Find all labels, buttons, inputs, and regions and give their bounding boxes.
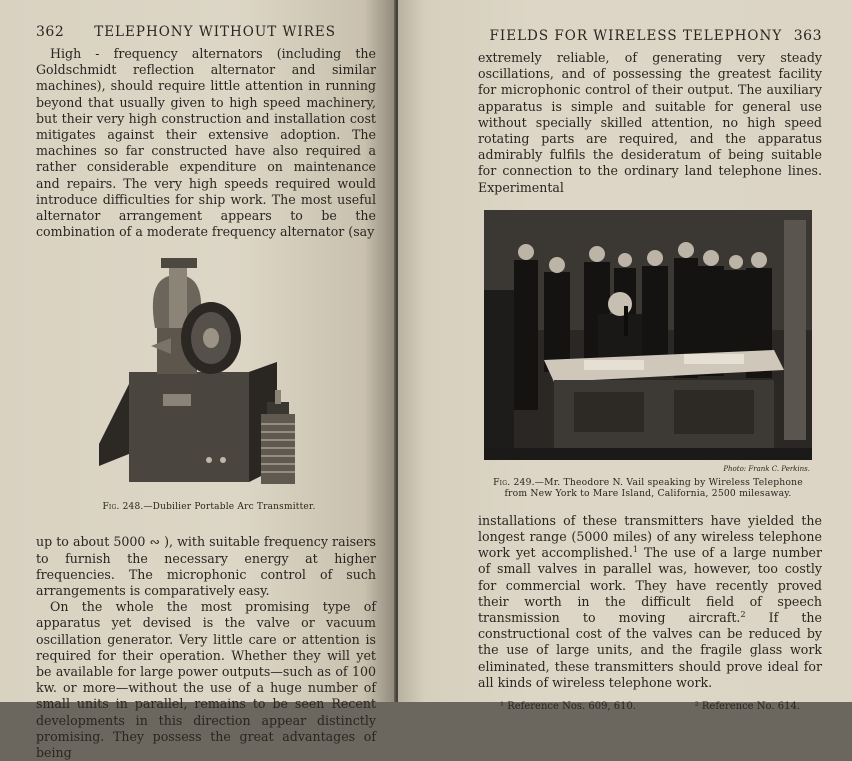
vail-wireless-telephone-photo [484,210,812,460]
footnote-ref-1: 1 [632,545,638,555]
right-running-head [478,28,822,44]
figure-249 [484,210,812,499]
right-page [398,0,852,713]
right-running-title: FIELDS FOR WIRELESS TELEPHONY [489,28,783,44]
left-running-title: TELEPHONY WITHOUT WIRES [94,24,337,40]
right-page-number: 363 [793,28,822,44]
figure-249-caption [484,477,812,499]
footnote-1: ¹ Reference Nos. 609, 610. [500,701,637,713]
figure-248-label: Fig. 248. [102,502,144,513]
footnote-2: ² Reference No. 614. [694,701,800,713]
right-paragraph-2-part-b: The use of a large number of small valves in parallel was, however, too costly for commercial work. They have recently proved their worth in the difficult field of speech transmission to moving aircraft. [478,545,822,626]
figure-248-text: —Dubilier Portable Arc Transmitter. [143,502,316,513]
left-paragraph-3: On the whole the most promising type of apparatus yet devised is the valve or vacuum oscillation generator. Very little care or attention is required for their operation. Whether they will yet be available for large power outputs—such as of 100 kw. or more—without the use of a huge number of small units in parallel, remains to be seen Recent developments in this direction appear distinctly promising. They possess the great advantages of being [36,599,376,761]
left-page-number: 362 [36,24,65,40]
left-running-head [36,24,366,40]
right-paragraph-2 [478,513,822,691]
figure-248 [36,254,382,512]
photo-credit: Photo: Frank C. Perkins. [723,464,810,473]
footnote-ref-2: 2 [740,609,746,619]
figure-249-label: Fig. 249. [493,476,535,488]
arc-transmitter-illustration [99,254,319,494]
right-paragraph-2-part-a: installations of these transmitters have yielded the longest range (5000 miles) of any wireless telephone work yet accomplished. [478,512,822,561]
footnotes [500,701,800,712]
right-paragraph-1: extremely reliable, of generating very steady oscillations, and of possessing the greatest facility for microphonic control of their output. The auxiliary apparatus is simple and suitable for general use without specially skilled attention, no high speed rotating parts are required, and the apparatus admirably fulfils the desideratum of being suitable for connection to the ordinary land telephone lines. Experimental [478,50,822,195]
left-page [0,0,396,761]
left-paragraph-1: High - frequency alternators (including the Goldschmidt reflection alternator and similar machines), should require little attention in running beyond that usually given to high speed machinery, but their very high construction and installation cost mitigates against their extensive adoption. The machines so far constructed have also required a rather considerable expenditure on maintenance and repairs. The very high speeds required would introduce difficulties for ship work. The most useful alternator arrangement appears to be the combination of a moderate frequency alternator (say [36,46,376,240]
left-paragraph-2: up to about 5000 ∾ ), with suitable frequency raisers to furnish the necessary energy at higher frequencies. The microphonic control of such arrangements is comparatively easy. [36,534,376,599]
figure-249-text: —Mr. Theodore N. Vail speaking by Wireless Telephone from New York to Mare Island, California, 2500 milesaway. [504,476,803,499]
right-paragraph-2-part-c: If the constructional cost of the valves can be reduced by the use of large units, and the fragile glass work eliminated, these transmitters should prove ideal for all kinds of wireless telephone work. [478,610,822,690]
figure-248-caption [36,502,382,512]
